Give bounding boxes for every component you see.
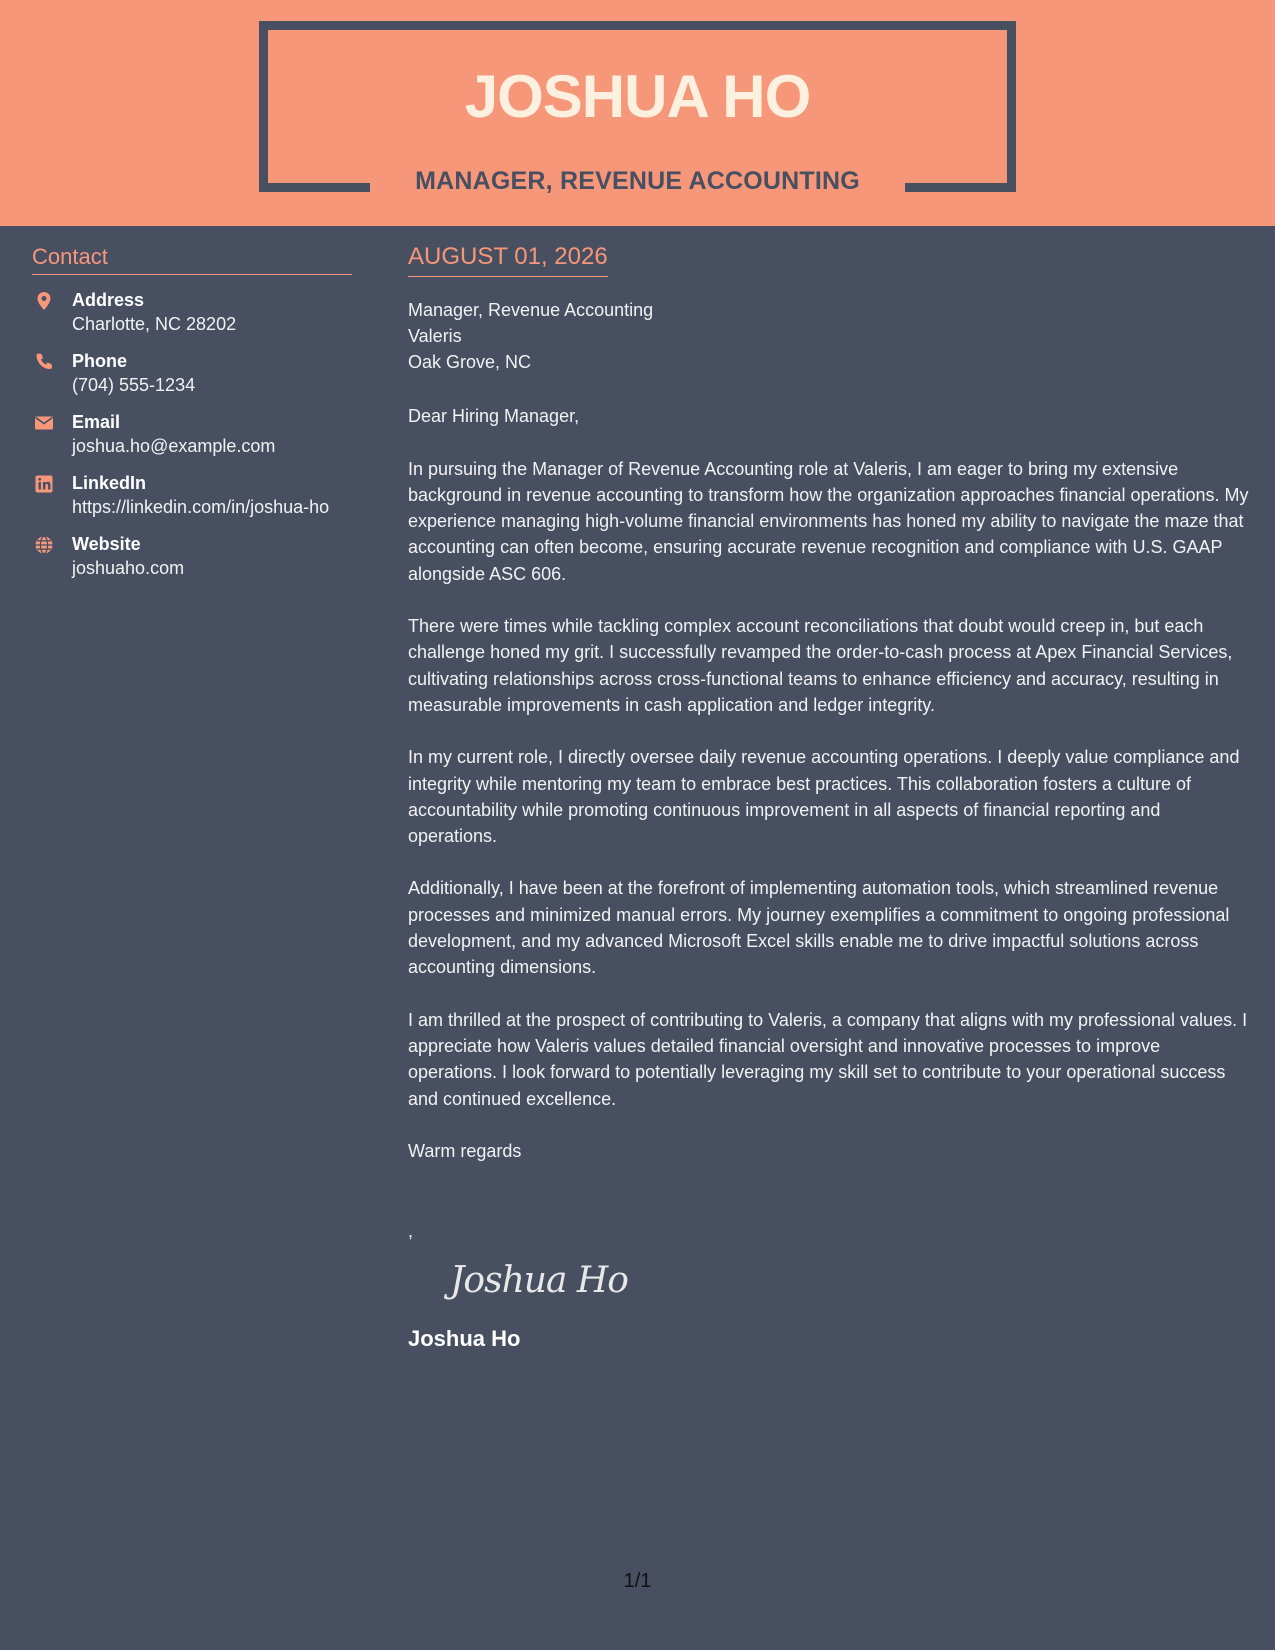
closing-comma: , (408, 1221, 414, 1242)
phone-value: (704) 555-1234 (72, 375, 196, 395)
signed-name: Joshua Ho (408, 1326, 521, 1352)
contact-heading: Contact (32, 244, 352, 275)
recipient-title: Manager, Revenue Accounting (408, 300, 654, 321)
paragraph-4: Additionally, I have been at the forefront of implementing automation tools, which streamlined revenue processes and minimized manual errors. My journey exemplifies a commitment to ongoing professional development, and my advanced Microsoft Excel skills enable me to drive impactful solutions across accounting dimensions. (408, 878, 1230, 978)
paragraph-5: I am thrilled at the prospect of contributing to Valeris, a company that aligns with my professional values. I appreciate how Valeris values detailed financial oversight and innovative processes to improve operations. I look forward to potentially leveraging my skill set to contribute to your operational success and continued excellence. (408, 1009, 1248, 1109)
contact-website (32, 532, 352, 580)
linkedin-label: LinkedIn (72, 473, 147, 493)
paragraph-2: There were times while tackling complex account reconciliations that doubt would creep in, but each challenge honed my grit. I successfully revamped the order-to-cash process at Apex Financial Services, cultivating relationships across cross-functional teams to enhance efficiency and accuracy, resulting in measurable improvements in cash application and ledger integrity. (408, 616, 1233, 715)
recipient-location: Oak Grove, NC (408, 352, 532, 373)
contact-linkedin (32, 471, 352, 519)
linkedin-value[interactable]: https://linkedin.com/in/joshua-ho (72, 497, 330, 517)
email-value[interactable]: joshua.ho@example.com (72, 436, 276, 456)
globe-icon (34, 535, 56, 557)
phone-label: Phone (72, 351, 128, 371)
recipient-company: Valeris (408, 326, 462, 347)
envelope-icon (34, 413, 56, 435)
letter-date: AUGUST 01, 2026 (408, 244, 608, 277)
paragraph-3: In my current role, I directly oversee daily revenue accounting operations. I deeply value compliance and integrity while mentoring my team to embrace best practices. This collaboration fosters a culture of accountability while promoting continuous improvement in all aspects of financial reporting and operations. (408, 747, 1240, 847)
handwritten-signature: Joshua Ho (450, 1260, 628, 1302)
recipient-block (408, 297, 1250, 375)
address-label: Address (72, 290, 145, 310)
closing: Warm regards (408, 1140, 522, 1161)
website-value[interactable]: joshuaho.com (72, 558, 185, 578)
contact-sidebar (32, 244, 352, 580)
map-pin-icon (34, 291, 56, 313)
contact-email (32, 410, 352, 458)
phone-icon (34, 352, 56, 374)
contact-address (32, 288, 352, 336)
page-number: 1/1 (623, 1570, 652, 1592)
greeting: Dear Hiring Manager, (408, 406, 580, 427)
job-title: MANAGER, REVENUE ACCOUNTING (415, 167, 860, 195)
letter-body (408, 244, 1250, 1353)
linkedin-icon (34, 474, 56, 496)
address-value: Charlotte, NC 28202 (72, 314, 237, 334)
website-label: Website (72, 534, 141, 554)
email-label: Email (72, 412, 121, 432)
contact-phone (32, 349, 352, 397)
paragraph-1: In pursuing the Manager of Revenue Accounting role at Valeris, I am eager to bring my extensive background in revenue accounting to transform how the organization approaches financial operations. My experience managing high-volume financial environments has honed my ability to navigate the maze that accounting can often become, ensuring accurate revenue recognition and compliance with U.S. GAAP alongside ASC 606. (408, 458, 1249, 584)
candidate-name: JOSHUA HO (464, 63, 811, 130)
